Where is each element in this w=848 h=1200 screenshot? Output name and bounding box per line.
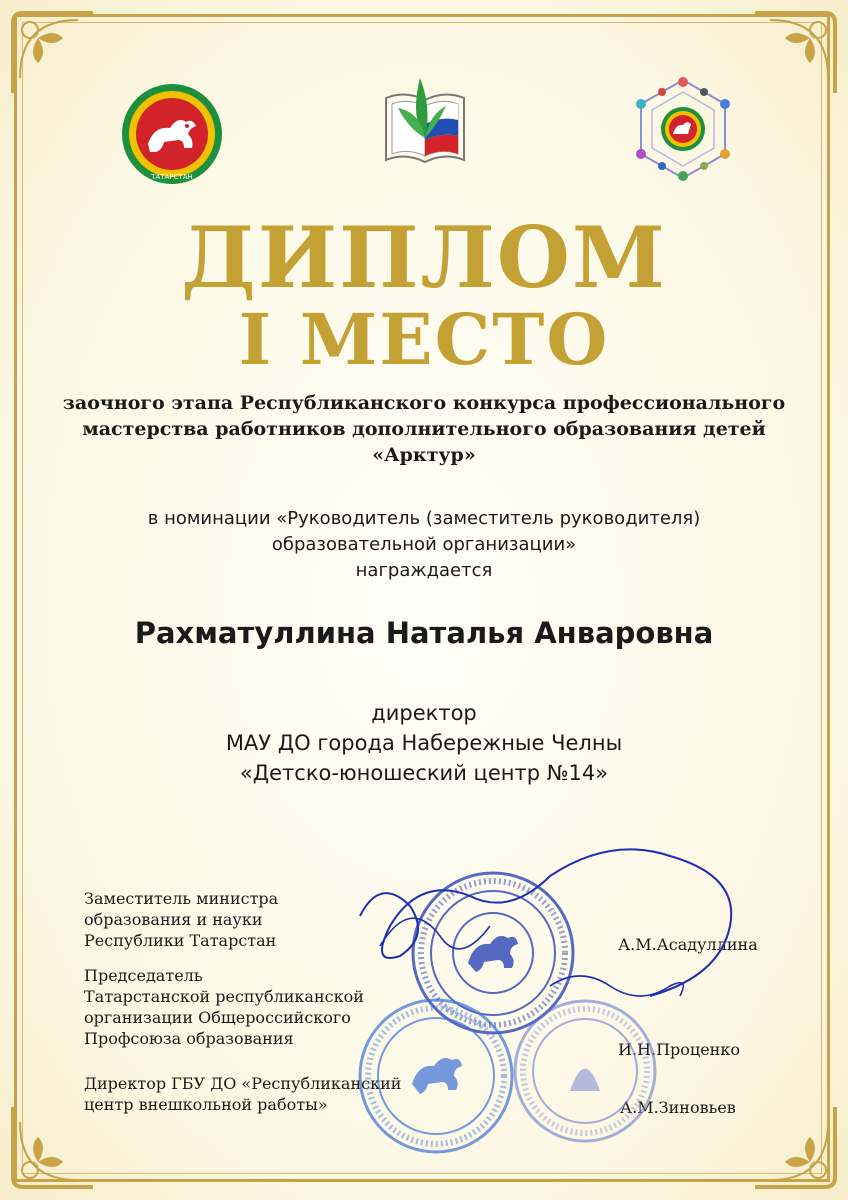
corner-ornament-icon bbox=[8, 8, 98, 98]
signatory-title bbox=[84, 888, 278, 951]
contest-description bbox=[60, 390, 788, 468]
signatory-title-line: Заместитель министра bbox=[84, 889, 279, 908]
contest-name: «Арктур» bbox=[372, 444, 476, 466]
job-title: директор bbox=[371, 701, 477, 725]
nomination-block bbox=[80, 506, 768, 584]
signatory-name: А.М.Зиновьев bbox=[620, 1098, 736, 1117]
nomination-line: образовательной организации» bbox=[271, 534, 577, 555]
signatory-title-line: Председатель bbox=[84, 966, 203, 985]
signatory-title bbox=[84, 965, 364, 1049]
signatory-title-line: Татарстанской республиканской bbox=[84, 987, 364, 1006]
diploma-title: ДИПЛОМ bbox=[181, 208, 667, 307]
signatory-title-line: образования и науки bbox=[84, 910, 263, 929]
place-title: I МЕСТО bbox=[238, 298, 610, 381]
corner-ornament-icon bbox=[8, 1102, 98, 1192]
signatory-title-line: Директор ГБУ ДО «Республиканский bbox=[84, 1074, 402, 1093]
tatarstan-coat-of-arms-icon bbox=[120, 82, 224, 186]
signatory-title-line: Профсоюза образования bbox=[84, 1029, 294, 1048]
coat-of-arms-caption: ТАТАРСТАН bbox=[151, 173, 193, 181]
awardee-position bbox=[80, 698, 768, 788]
nomination-line: в номинации «Руководитель (заместитель руководителя) bbox=[147, 508, 701, 529]
trade-union-emblem-icon bbox=[380, 68, 470, 168]
signature-scribble-icon bbox=[350, 836, 790, 1036]
signatory-title-line: центр внешкольной работы» bbox=[84, 1095, 328, 1114]
contest-line: мастерства работников дополнительного образования детей bbox=[82, 418, 766, 440]
signatory-title bbox=[84, 1073, 401, 1115]
organization-name: «Детско-юношеский центр №14» bbox=[239, 761, 609, 785]
corner-ornament-icon bbox=[750, 8, 840, 98]
organization-line: МАУ ДО города Набережные Челны bbox=[225, 731, 623, 755]
signatory-name: И.Н.Проценко bbox=[618, 1040, 740, 1059]
contest-line: заочного этапа Республиканского конкурса профессионального bbox=[62, 392, 786, 414]
awarded-label: награждается bbox=[355, 560, 493, 581]
awardee-name: Рахматуллина Наталья Анваровна bbox=[134, 616, 714, 650]
corner-ornament-icon bbox=[750, 1102, 840, 1192]
signatory-title-line: Республики Татарстан bbox=[84, 931, 277, 950]
signatory-name: А.М.Асадуллина bbox=[618, 935, 758, 954]
signatory-title-line: организации Общероссийского bbox=[84, 1008, 351, 1027]
education-emblem-icon bbox=[628, 74, 738, 184]
